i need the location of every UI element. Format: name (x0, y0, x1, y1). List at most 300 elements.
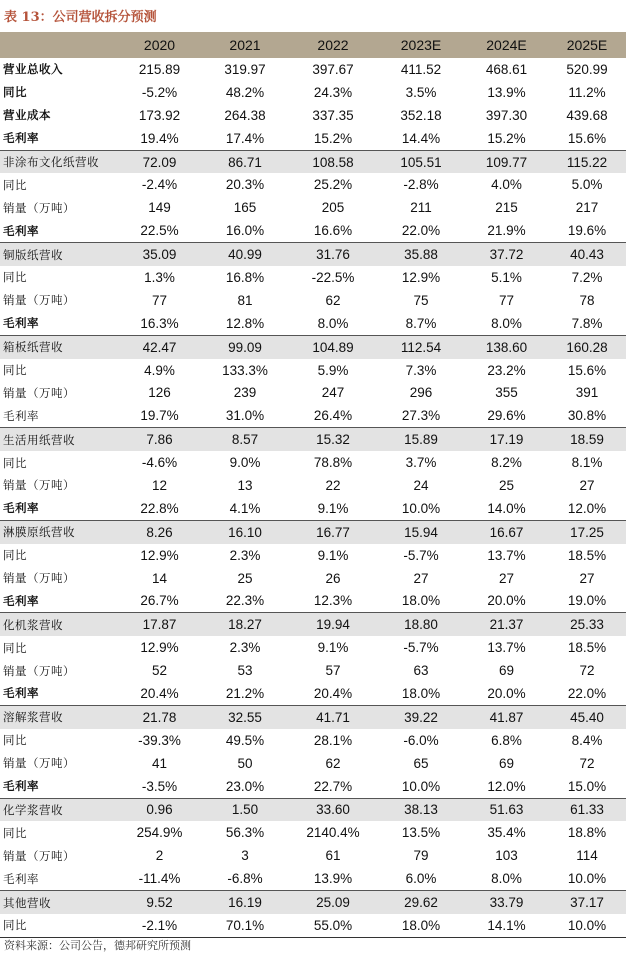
value-cell: 8.4% (571, 732, 603, 748)
value-cell: 104.89 (289, 335, 377, 358)
value-cell: 12.9% (140, 640, 179, 656)
value-cell: 337.35 (312, 107, 354, 123)
value-cell: 7.2% (571, 269, 603, 285)
value-cell: 18.0% (401, 593, 441, 609)
value-cell: 45.40 (548, 705, 626, 728)
value-cell: 114 (576, 848, 598, 864)
value-cell: 205 (321, 200, 345, 216)
table-row (0, 613, 626, 636)
value-cell: 20.0% (487, 593, 526, 609)
value-cell: 264.38 (224, 107, 266, 123)
value-cell: 18.80 (377, 613, 465, 636)
value-cell: 19.94 (289, 613, 377, 636)
value-cell: 15.0% (567, 778, 607, 794)
row-label: 同比 (0, 914, 118, 937)
value-cell: 9.1% (317, 640, 349, 656)
value-cell: 217 (575, 200, 599, 216)
table-row (0, 173, 626, 196)
value-cell: 25.09 (289, 891, 377, 914)
value-cell: 52 (151, 663, 168, 679)
value-cell: 109.77 (465, 150, 548, 173)
value-cell: 21.9% (487, 223, 526, 239)
value-cell: 62 (325, 755, 341, 771)
value-cell: 138.60 (465, 335, 548, 358)
header-cell: 2021 (201, 32, 289, 58)
value-cell: 17.25 (548, 520, 626, 543)
value-cell: 12.0% (567, 500, 607, 516)
value-cell: 30.8% (567, 408, 607, 424)
row-label: 毛利率 (3, 501, 39, 516)
table-row (0, 520, 626, 543)
value-cell: 99.09 (201, 335, 289, 358)
table-row (0, 497, 626, 520)
value-cell: 215.89 (138, 61, 181, 77)
value-cell: 14.0% (487, 500, 526, 516)
value-cell: 149 (148, 200, 171, 216)
header-cell (0, 32, 118, 58)
row-label: 毛利率 (3, 223, 39, 238)
value-cell: 21.78 (118, 705, 201, 728)
row-label: 同比 (3, 548, 27, 563)
value-cell: 239 (233, 385, 257, 401)
value-cell: 51.63 (465, 798, 548, 821)
value-cell: 14 (151, 570, 168, 586)
value-cell: 18.0% (401, 685, 441, 701)
value-cell: 17.87 (118, 613, 201, 636)
row-label: 淋膜原纸营收 (0, 520, 118, 543)
value-cell: 29.62 (377, 891, 465, 914)
value-cell: 19.6% (567, 223, 607, 239)
value-cell: 5.9% (317, 362, 349, 378)
row-label: 毛利率 (3, 686, 39, 701)
value-cell: 22.0% (401, 223, 441, 239)
value-cell: 7.86 (118, 428, 201, 451)
table-row (0, 891, 626, 914)
table-row (0, 589, 626, 612)
value-cell: 160.28 (548, 335, 626, 358)
value-cell: 25 (237, 570, 253, 586)
value-cell: 12.8% (225, 315, 265, 331)
value-cell: 14.1% (465, 914, 548, 937)
value-cell: 13.5% (401, 825, 441, 841)
value-cell: -39.3% (138, 732, 181, 748)
table-row (0, 914, 626, 937)
row-label: 其他营收 (0, 891, 118, 914)
value-cell: 63 (413, 663, 429, 679)
row-label: 化机浆营收 (0, 613, 118, 636)
value-cell: 27.3% (401, 408, 441, 424)
value-cell: 33.60 (289, 798, 377, 821)
value-cell: -5.7% (403, 640, 439, 656)
value-cell: 16.10 (201, 520, 289, 543)
value-cell: 520.99 (566, 61, 608, 77)
value-cell: 3.7% (405, 455, 437, 471)
value-cell: 53 (237, 663, 253, 679)
value-cell: 8.0% (491, 871, 522, 887)
table-row (0, 266, 626, 289)
row-label: 毛利率 (3, 408, 39, 423)
table-row (0, 219, 626, 242)
value-cell: 20.3% (225, 177, 265, 193)
value-cell: 40.99 (201, 243, 289, 266)
value-cell: 18.5% (567, 640, 607, 656)
value-cell: 254.9% (136, 825, 183, 841)
row-label: 同比 (3, 85, 27, 100)
value-cell: 2140.4% (306, 825, 360, 841)
table-row (0, 705, 626, 728)
value-cell: 9.1% (317, 500, 349, 516)
value-cell: 24 (413, 477, 429, 493)
value-cell: 355 (495, 385, 518, 401)
table-row (0, 752, 626, 775)
value-cell: 411.52 (400, 61, 442, 77)
value-cell: 13.7% (487, 640, 526, 656)
value-cell: 22 (325, 477, 341, 493)
value-cell: 5.0% (571, 177, 603, 193)
value-cell: 21.2% (225, 685, 265, 701)
row-label: 销量（万吨） (3, 663, 75, 678)
value-cell: 8.1% (571, 455, 603, 471)
value-cell: 126 (148, 385, 171, 401)
value-cell: 8.7% (405, 315, 437, 331)
value-cell: 70.1% (201, 914, 289, 937)
table-row (0, 451, 626, 474)
value-cell: 69 (498, 755, 515, 771)
value-cell: 31.0% (225, 408, 265, 424)
row-label: 非涂布文化纸营收 (0, 150, 118, 173)
value-cell: 37.17 (548, 891, 626, 914)
value-cell: 13.9% (313, 871, 353, 887)
value-cell: 22.3% (225, 593, 265, 609)
value-cell: 61.33 (548, 798, 626, 821)
value-cell: 86.71 (201, 150, 289, 173)
value-cell: 2.3% (229, 547, 261, 563)
value-cell: 31.76 (289, 243, 377, 266)
value-cell: 17.4% (225, 130, 265, 146)
value-cell: 16.3% (140, 315, 179, 331)
value-cell: 10.0% (548, 914, 626, 937)
value-cell: 20.0% (487, 685, 526, 701)
table-row (0, 404, 626, 427)
table-row (0, 844, 626, 867)
row-label: 同比 (3, 455, 27, 470)
table-row (0, 196, 626, 219)
table-row (0, 867, 626, 890)
value-cell: 12 (151, 477, 168, 493)
value-cell: 215 (495, 200, 518, 216)
value-cell: 21.37 (465, 613, 548, 636)
value-cell: 397.67 (312, 61, 354, 77)
row-label: 同比 (3, 825, 27, 840)
value-cell: 3 (241, 848, 249, 864)
value-cell: 72 (579, 663, 595, 679)
value-cell: -11.4% (138, 871, 181, 887)
value-cell: 62 (325, 292, 341, 308)
row-label: 生活用纸营收 (0, 428, 118, 451)
value-cell: 42.47 (118, 335, 201, 358)
value-cell: 55.0% (289, 914, 377, 937)
value-cell: 35.4% (487, 825, 526, 841)
row-label: 溶解浆营收 (0, 705, 118, 728)
value-cell: 26.7% (140, 593, 179, 609)
value-cell: 15.6% (567, 130, 607, 146)
row-label: 销量（万吨） (3, 571, 75, 586)
table-row (0, 544, 626, 567)
value-cell: 27 (498, 570, 515, 586)
value-cell: 0.96 (118, 798, 201, 821)
value-cell: 16.0% (225, 223, 265, 239)
value-cell: 103 (495, 848, 518, 864)
value-cell: 13 (237, 477, 253, 493)
table-row (0, 567, 626, 590)
value-cell: 397.30 (485, 107, 528, 123)
value-cell: 9.0% (229, 455, 261, 471)
value-cell: 247 (321, 385, 345, 401)
value-cell: 16.77 (289, 520, 377, 543)
table-row (0, 243, 626, 266)
value-cell: 22.0% (567, 685, 607, 701)
value-cell: 439.68 (566, 107, 608, 123)
row-label: 销量（万吨） (3, 756, 75, 771)
value-cell: -2.8% (403, 177, 439, 193)
value-cell: 69 (498, 663, 515, 679)
value-cell: 77 (498, 292, 515, 308)
table-row (0, 636, 626, 659)
table-row (0, 682, 626, 705)
value-cell: 18.8% (567, 825, 607, 841)
value-cell: 11.2% (568, 84, 606, 100)
value-cell: 10.0% (401, 500, 441, 516)
table-row (0, 58, 626, 81)
value-cell: 77 (151, 292, 168, 308)
value-cell: 15.2% (313, 130, 353, 146)
value-cell: 24.3% (313, 84, 353, 100)
value-cell: 65 (413, 755, 429, 771)
value-cell: 29.6% (487, 408, 526, 424)
value-cell: 37.72 (465, 243, 548, 266)
value-cell: 38.13 (377, 798, 465, 821)
value-cell: 18.59 (548, 428, 626, 451)
value-cell: 13.7% (487, 547, 526, 563)
value-cell: 27 (413, 570, 429, 586)
table-row (0, 428, 626, 451)
table-row (0, 359, 626, 382)
value-cell: 10.0% (401, 778, 441, 794)
table-row (0, 729, 626, 752)
value-cell: 7.8% (571, 315, 603, 331)
value-cell: 23.0% (225, 778, 265, 794)
value-cell: 173.92 (138, 107, 181, 123)
value-cell: 18.27 (201, 613, 289, 636)
value-cell: 27 (579, 477, 595, 493)
value-cell: -4.6% (141, 455, 178, 471)
value-cell: 48.2% (225, 84, 265, 100)
row-label: 铜版纸营收 (0, 243, 118, 266)
table-row (0, 659, 626, 682)
header-cell: 2025E (548, 32, 626, 58)
value-cell: 41.71 (289, 705, 377, 728)
value-cell: 61 (325, 848, 341, 864)
row-label: 同比 (3, 733, 27, 748)
value-cell: 16.6% (313, 223, 353, 239)
value-cell: 22.7% (313, 778, 353, 794)
value-cell: 7.3% (405, 362, 437, 378)
value-cell: 4.1% (229, 500, 261, 516)
value-cell: 16.19 (201, 891, 289, 914)
value-cell: 6.8% (491, 732, 522, 748)
row-label: 营业成本 (3, 108, 51, 123)
value-cell: 12.9% (140, 547, 179, 563)
value-cell: 27 (579, 570, 595, 586)
value-cell: -5.2% (141, 84, 178, 100)
value-cell: 12.9% (401, 269, 441, 285)
value-cell: 5.1% (491, 269, 522, 285)
value-cell: 28.1% (313, 732, 353, 748)
row-label: 销量（万吨） (3, 385, 75, 400)
value-cell: -6.0% (403, 732, 439, 748)
row-label: 毛利率 (3, 131, 39, 146)
value-cell: 78.8% (313, 455, 353, 471)
row-label: 同比 (3, 363, 27, 378)
value-cell: 8.26 (118, 520, 201, 543)
row-label: 销量（万吨） (3, 200, 75, 215)
value-cell: 8.0% (491, 315, 522, 331)
value-cell: 18.0% (377, 914, 465, 937)
value-cell: 25 (498, 477, 515, 493)
row-label: 销量（万吨） (3, 478, 75, 493)
value-cell: 15.89 (377, 428, 465, 451)
value-cell: 41.87 (465, 705, 548, 728)
value-cell: 19.7% (140, 408, 179, 424)
value-cell: 33.79 (465, 891, 548, 914)
value-cell: 22.8% (140, 500, 179, 516)
value-cell: 17.19 (465, 428, 548, 451)
table-row (0, 381, 626, 404)
row-label: 毛利率 (3, 316, 39, 331)
row-label: 销量（万吨） (3, 848, 75, 863)
row-label: 箱板纸营收 (0, 335, 118, 358)
row-label: 同比 (3, 640, 27, 655)
value-cell: 15.32 (289, 428, 377, 451)
value-cell: 57 (325, 663, 341, 679)
value-cell: 2.3% (229, 640, 261, 656)
value-cell: 112.54 (377, 335, 465, 358)
value-cell: 79 (413, 848, 429, 864)
revenue-forecast-table (0, 32, 626, 938)
value-cell: 211 (410, 200, 432, 216)
value-cell: 296 (409, 385, 433, 401)
value-cell: 19.4% (140, 130, 179, 146)
value-cell: 319.97 (224, 61, 266, 77)
value-cell: 15.2% (487, 130, 526, 146)
value-cell: 32.55 (201, 705, 289, 728)
value-cell: 14.4% (401, 130, 441, 146)
value-cell: 8.0% (317, 315, 349, 331)
header-cell: 2020 (118, 32, 201, 58)
value-cell: 19.0% (567, 593, 607, 609)
table-row (0, 798, 626, 821)
value-cell: 4.9% (144, 362, 175, 378)
table-title: 表 13：公司营收拆分预测 (4, 10, 157, 25)
value-cell: 35.88 (377, 243, 465, 266)
value-cell: -5.7% (403, 547, 439, 563)
value-cell: 16.8% (225, 269, 265, 285)
value-cell: 49.5% (225, 732, 265, 748)
table-row (0, 335, 626, 358)
value-cell: -22.5% (311, 269, 355, 285)
value-cell: -6.8% (227, 871, 263, 887)
table-row (0, 474, 626, 497)
value-cell: 56.3% (225, 825, 265, 841)
value-cell: 25.2% (313, 177, 353, 193)
value-cell: 23.2% (487, 362, 526, 378)
row-label: 营业总收入 (3, 62, 63, 77)
value-cell: 12.3% (313, 593, 353, 609)
value-cell: 26.4% (313, 408, 353, 424)
value-cell: 105.51 (377, 150, 465, 173)
header-cell: 2024E (465, 32, 548, 58)
row-label: 同比 (3, 270, 27, 285)
row-label: 销量（万吨） (3, 293, 75, 308)
header-cell: 2023E (377, 32, 465, 58)
value-cell: 25.33 (548, 613, 626, 636)
value-cell: -2.1% (118, 914, 201, 937)
value-cell: 468.61 (485, 61, 528, 77)
value-cell: 18.5% (567, 547, 607, 563)
value-cell: 15.94 (377, 520, 465, 543)
value-cell: 133.3% (222, 362, 268, 378)
value-cell: 35.09 (118, 243, 201, 266)
value-cell: 39.22 (377, 705, 465, 728)
value-cell: 50 (237, 755, 253, 771)
value-cell: -3.5% (141, 778, 178, 794)
table-row (0, 775, 626, 798)
value-cell: 72.09 (118, 150, 201, 173)
value-cell: 16.67 (465, 520, 548, 543)
table-row (0, 289, 626, 312)
value-cell: 10.0% (567, 871, 607, 887)
table-row (0, 104, 626, 127)
value-cell: 1.3% (144, 269, 175, 285)
value-cell: 26 (325, 570, 341, 586)
row-label: 毛利率 (3, 871, 39, 886)
table-row (0, 821, 626, 844)
value-cell: 4.0% (491, 177, 522, 193)
value-cell: 15.6% (567, 362, 607, 378)
value-cell: 165 (233, 200, 257, 216)
row-label: 毛利率 (3, 593, 39, 608)
value-cell: 1.50 (201, 798, 289, 821)
value-cell: 8.2% (491, 455, 522, 471)
table-row (0, 150, 626, 173)
value-cell: 8.57 (201, 428, 289, 451)
value-cell: 78 (579, 292, 595, 308)
table-header-row (0, 32, 626, 58)
value-cell: 108.58 (289, 150, 377, 173)
value-cell: 41 (151, 755, 168, 771)
value-cell: 9.52 (118, 891, 201, 914)
value-cell: 115.22 (548, 150, 626, 173)
table-row (0, 81, 626, 104)
header-cell: 2022 (289, 32, 377, 58)
value-cell: 13.9% (487, 84, 526, 100)
table-row (0, 127, 626, 150)
value-cell: 40.43 (548, 243, 626, 266)
value-cell: 9.1% (317, 547, 349, 563)
value-cell: 352.18 (400, 107, 442, 123)
value-cell: 75 (413, 292, 429, 308)
value-cell: 12.0% (487, 778, 526, 794)
